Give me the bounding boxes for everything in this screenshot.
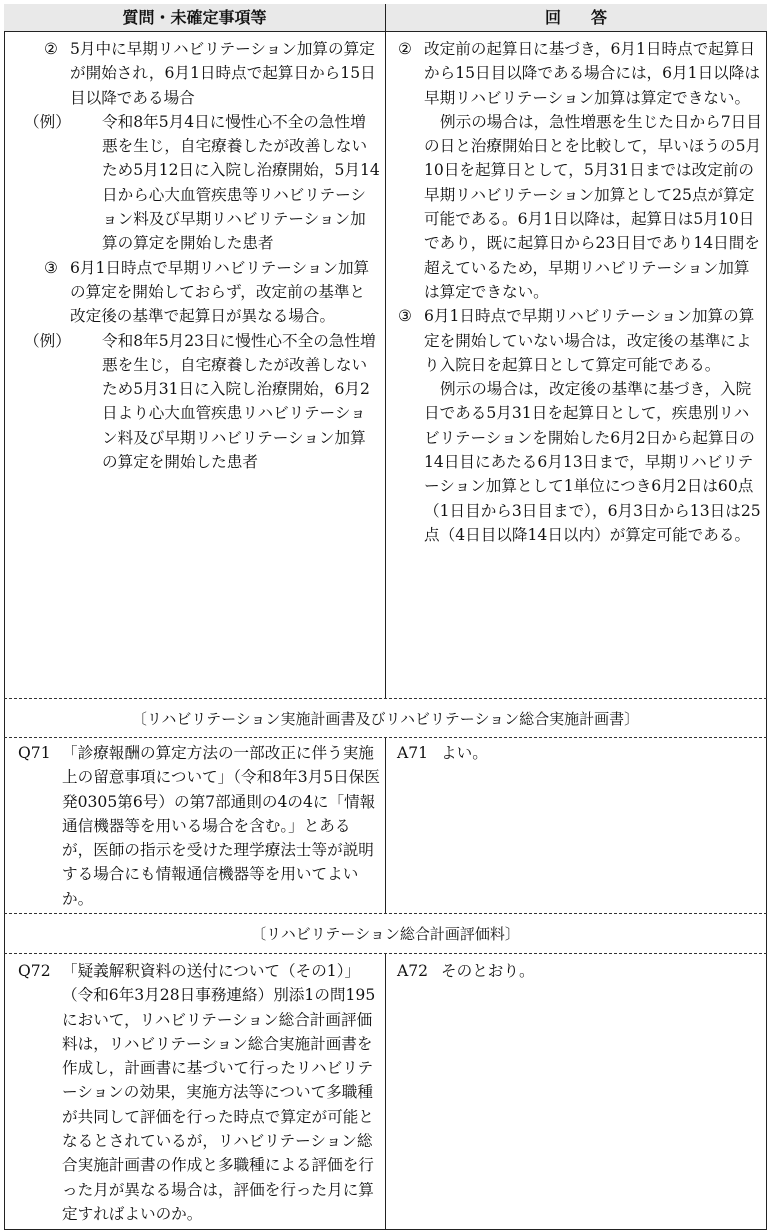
- example-text: 令和8年5月4日に慢性心不全の急性増悪を生じ，自宅療養したが改善しないため5月12日に入院し治療開始，5月14日から心大血管疾患等リハビリテーション料及び早期リハビリテーション加算の算定を開始した患者: [102, 112, 380, 253]
- qa-table-page: [4, 4, 767, 1230]
- column-divider: [385, 31, 386, 698]
- column-divider: [385, 737, 386, 913]
- q72-cell: [18, 959, 380, 1226]
- list-item: [44, 37, 380, 110]
- a71-cell: [397, 741, 762, 765]
- item-text: 6月1日時点で早期リハビリテーション加算の算定を開始しておらず，改定前の基準と改定後の基準で起算日が異なる場合。: [70, 258, 370, 326]
- answer-label: A72: [397, 962, 429, 980]
- header-answer: 回答: [544, 8, 637, 27]
- section-divider: [4, 698, 767, 699]
- section-divider: [4, 953, 767, 954]
- row1-question-cell: [24, 37, 380, 474]
- paragraph: 例示の場合は，急性増悪を生じた日から7日目の日と治療開始日とを比較して，早いほうの5月10日を起算日として，5月31日までは改定前の早期リハビリテーション加算として25点が算定可能である。6月1日以降は，起算日は5月10日であり，既に起算日から23日目であり14日間を超えているため，早期リハビリテーション加算は算定できない。: [424, 112, 762, 301]
- section-title: 〔リハビリテーション実施計画書及びリハビリテーション総合実施計画書〕: [131, 710, 640, 728]
- a72-cell: [397, 959, 762, 983]
- example-item: [24, 110, 380, 256]
- question-label: Q71: [18, 744, 51, 762]
- item-mark: ③: [44, 258, 58, 277]
- column-divider: [385, 953, 386, 1230]
- question-label: Q72: [18, 962, 51, 980]
- item-mark: ③: [398, 307, 412, 326]
- answer-text: よい。: [441, 744, 488, 762]
- section-title: 〔リハビリテーション総合計画評価料〕: [251, 925, 520, 943]
- section-divider: [4, 913, 767, 914]
- header-question: 質問・未確定事項等: [4, 4, 386, 31]
- item-text: 6月1日時点で早期リハビリテーション加算の算定を開始していない場合は，改定後の基準により入院日を起算日として算定可能である。: [424, 307, 755, 374]
- list-item: [398, 37, 762, 110]
- item-text: 改定前の起算日に基づき，6月1日時点で起算日から15日目以降である場合には，6月1日以降は早期リハビリテーション加算は算定できない。: [424, 40, 760, 107]
- example-item: [24, 329, 380, 475]
- paragraph: 例示の場合は，改定後の基準に基づき，入院日である5月31日を起算日として，疾患別リハビリテーションを開始した6月2日から起算日の14日目にあたる6月13日まで，早期リハビリテーション加算として1単位につき6月2日は60点（1日目から3日目まで），6月3日から13日は25点（4日目以降14日以内）が算定可能である。: [424, 380, 761, 544]
- question-text: 「疑義解釈資料の送付について（その1）」（令和6年3月28日事務連絡）別添1の問195において，リハビリテーション総合計画評価料は，リハビリテーション総合実施計画書を作成し，計画書に基づいて行ったリハビリテーションの効果，実施方法等について多職種が共同して評価を行った時点で算定が可能となるとされているが，リハビリテーション総合実施計画書の作成と多職種による評価を行った月が異なる場合は，評価を行った月に算定すればよいのか。: [62, 962, 376, 1223]
- item-text: 5月中に早期リハビリテーション加算の算定が開始され，6月1日時点で起算日から15日目以降である場合: [70, 40, 376, 107]
- q71-cell: [18, 741, 380, 911]
- row1-answer-cell: [398, 37, 762, 547]
- list-item: [398, 304, 762, 377]
- table-header: [4, 4, 767, 32]
- example-text: 令和8年5月23日に慢性心不全の急性増悪を生じ，自宅療養したが改善しないため5月31日に入院し治療開始，6月2日より心大血管疾患リハビリテーション料及び早期リハビリテーション加算の算定を開始した患者: [102, 331, 376, 472]
- example-mark: （例）: [24, 331, 71, 350]
- item-mark: ②: [44, 40, 58, 58]
- answer-label: A71: [397, 744, 429, 762]
- answer-text: そのとおり。: [441, 962, 535, 980]
- item-mark: ②: [398, 40, 412, 58]
- section-divider: [4, 737, 767, 738]
- question-text: 「診療報酬の算定方法の一部改正に伴う実施上の留意事項について」（令和8年3月5日保医発0305第6号）の第7部通則の4の4に「情報通信機器等を用いる場合を含む。」とあるが，医師の指示を受けた理学療法士等が説明する場合にも情報通信機器等を用いてよいか。: [62, 744, 380, 908]
- example-mark: （例）: [24, 112, 71, 131]
- list-item: [44, 256, 380, 329]
